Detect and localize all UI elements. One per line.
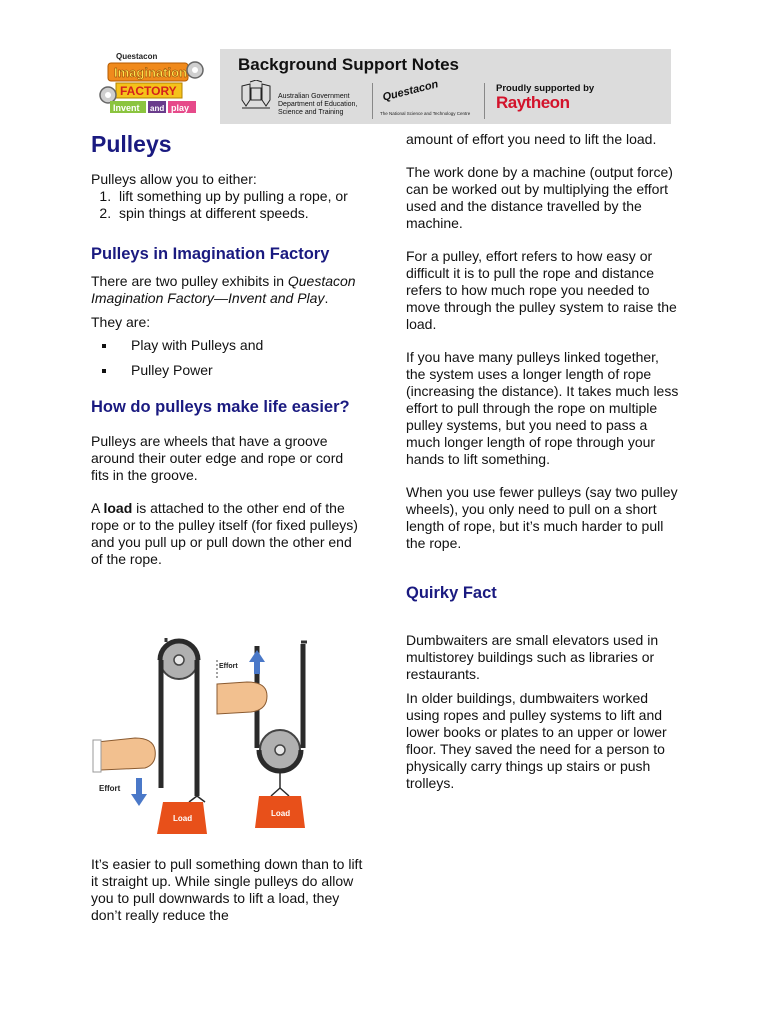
raytheon-logo: Raytheon [496, 93, 570, 112]
logo-line3c-text: play [171, 103, 190, 113]
effort-paragraph: For a pulley, effort refers to how easy or difficult it is to pull the rope and distance refers to how much rope you needed to move through the pulley system to raise the load. [406, 248, 677, 332]
questacon-logo-text: Questacon [381, 78, 440, 104]
option-item: 1. lift something up by pulling a rope, or [115, 188, 363, 205]
option-item: 2. spin things at different speeds. [115, 205, 363, 222]
government-text [278, 93, 357, 117]
older-buildings-paragraph: In older buildings, dumbwaiters worked using ropes and pulley systems to lift and lower books or plates to an upper or lower floor. They saved the need for a person to physically carry things up stairs or push trolleys. [406, 690, 667, 791]
continued-paragraph: amount of effort you need to lift the load. [406, 131, 657, 147]
load-paragraph [91, 500, 363, 568]
load-text-post: is attached to the other end of the rope or to the pulley itself (for fixed pulleys) and you pull up or pull down the other end of the rope. [91, 500, 358, 567]
fixed-pulley-illustration [93, 638, 207, 834]
load-label: Load [271, 809, 291, 818]
exhibit-item: ▪ Play with Pulleys and [117, 337, 363, 354]
wheels-paragraph: Pulleys are wheels that have a groove around their outer edge and rope or cord fits in the groove. [91, 433, 344, 483]
movable-pulley-illustration [217, 642, 307, 828]
right-column [406, 131, 682, 792]
they-are-text: They are: [91, 314, 151, 330]
heading-quirky-fact: Quirky Fact [406, 584, 497, 602]
load-label: Load [173, 814, 193, 823]
left-column-bottom [91, 856, 363, 924]
gov-line-1: Australian Government [278, 93, 350, 100]
exhibit-item: ▪ Pulley Power [117, 362, 363, 379]
load-term: load [103, 500, 133, 516]
arrow-up-icon [249, 650, 265, 662]
easier-paragraph: It’s easier to pull something down than to lift it straight up. While single pulleys do allow you to pull downwards to lift a load, they don’t really reduce the [91, 856, 363, 923]
work-paragraph: The work done by a machine (output force) can be worked out by multiplying the effort used and the distance travelled by the machine. [406, 164, 673, 231]
exhibits-text-pre: There are two pulley exhibits in [91, 273, 288, 289]
load-text-pre: A [91, 500, 104, 516]
exhibits-list [91, 337, 363, 379]
gov-line-3: Science and Training [278, 109, 344, 116]
logo-line2-text: FACTORY [120, 84, 177, 98]
exhibit-venue-name: Questacon Imagination Factory—Invent and Play [91, 273, 356, 306]
coat-of-arms-icon [236, 80, 276, 117]
effort-label: Effort [219, 663, 238, 670]
page-title: Pulleys [91, 131, 172, 157]
many-pulleys-paragraph: If you have many pulleys linked together, the system uses a longer length of rope (increasing the distance). It takes much less effort to pull through the rope on multiple pulley systems, but you need to pass a much longer length of rope through your hands to lift something. [406, 349, 679, 467]
left-column [91, 131, 363, 568]
header-divider [372, 83, 373, 119]
gov-line-2: Department of Education, [278, 101, 358, 108]
header-banner [220, 49, 671, 124]
logo-line1-text: Imagination [114, 65, 187, 80]
arrow-down-icon [131, 794, 147, 806]
heading-imagination-factory: Pulleys in Imagination Factory [91, 245, 330, 263]
logo-line3a-text: Invent [113, 103, 140, 113]
exhibits-text-post: . [324, 290, 329, 306]
header-divider [484, 83, 485, 119]
fewer-pulleys-paragraph: When you use fewer pulleys (say two pulley wheels), you only need to pull on a short length of rope, but it’s much harder to pull the rope. [406, 484, 678, 551]
effort-label: Effort [99, 784, 121, 793]
options-list [91, 188, 363, 222]
intro-text: Pulleys allow you to either: [91, 171, 257, 187]
heading-life-easier: How do pulleys make life easier? [91, 398, 350, 416]
pulley-diagram [91, 638, 361, 843]
dumbwaiter-paragraph: Dumbwaiters are small elevators used in multistorey buildings such as libraries or restaurants. [406, 632, 659, 682]
logo-line3b-text: and [150, 104, 165, 113]
logo-top-text: Questacon [116, 52, 158, 61]
hand-icon [217, 682, 267, 714]
banner-title: Background Support Notes [238, 55, 460, 74]
supported-by-text: Proudly supported by [496, 83, 595, 94]
hand-icon [97, 738, 155, 770]
exhibits-paragraph [91, 273, 363, 307]
imagination-factory-logo [98, 50, 210, 118]
questacon-subtitle: The National Science and Technology Centre [380, 111, 471, 116]
